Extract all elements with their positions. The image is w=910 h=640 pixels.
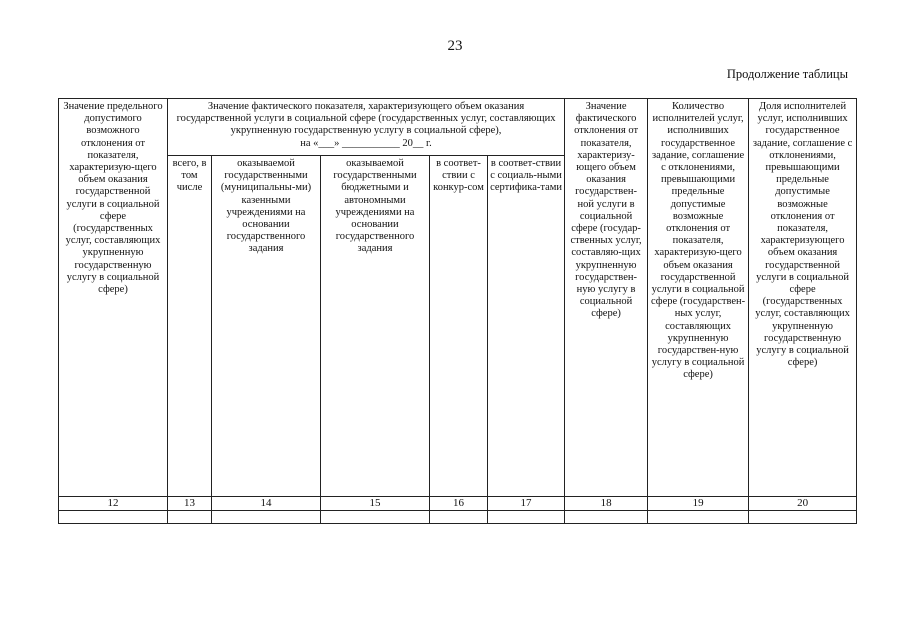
table-cell[interactable] [59, 511, 168, 524]
table-cell[interactable] [749, 511, 857, 524]
header-col-15: оказываемой государственными бюджетными и автономными учреждениями на основании государственного задания [321, 156, 430, 497]
header-col-14: оказываемой государственными (муниципальны-ми) казенными учреждениями на основании государственного задания [212, 156, 321, 497]
report-table [58, 98, 857, 524]
column-number: 18 [565, 497, 648, 511]
column-number-row [59, 497, 857, 511]
page-number: 23 [447, 38, 463, 54]
header-col-12: Значение предельного допустимого возможного отклонения от показателя, характеризую-щего объем оказания государственной услуги в социальной сфере (государственных услуг, составляющих укрупненную государственную услугу в социальной сфере) [59, 99, 168, 497]
header-col-18: Значение фактического отклонения от показателя, характеризу-ющего объем оказания государствен-ной услуги в социальной сфере (государ-ственных услуг, составляю-щих укрупненную государствен-ную услугу в социальной сфере) [565, 99, 648, 497]
column-number: 20 [749, 497, 857, 511]
header-group-title: Значение фактического показателя, характеризующего объем оказания государственной услуги в социальной сфере (государственных услуг, составляющих укрупненную государственную услугу в социальной сфере), [176, 101, 556, 137]
header-col-17: в соответ-ствии с социаль-ными сертифика-тами [488, 156, 565, 497]
column-number: 14 [212, 497, 321, 511]
header-col-20: Доля исполнителей услуг, исполнивших государственное задание, соглашение с отклонениями, превышающими предельные допустимые возможные отклонения от показателя, характеризующего объем оказания государственной услуги в социальной сфере (государственных услуг, составляющих укрупненную государственную услугу в социальной сфере) [749, 99, 857, 497]
table-cell[interactable] [168, 511, 212, 524]
header-group-date: на «___» ___________ 20__ г. [300, 137, 432, 149]
header-group-actual-value [168, 99, 565, 156]
table-cell[interactable] [212, 511, 321, 524]
header-col-16: в соответ-ствии с конкур-сом [430, 156, 488, 497]
table-cell[interactable] [430, 511, 488, 524]
column-number: 12 [59, 497, 168, 511]
table-cell[interactable] [488, 511, 565, 524]
column-number: 15 [321, 497, 430, 511]
table-row [59, 511, 857, 524]
table-cell[interactable] [648, 511, 749, 524]
column-number: 19 [648, 497, 749, 511]
header-col-19: Количество исполнителей услуг, исполнивших государственное задание, соглашение с отклонениями, превышающими предельные допустимые возможные отклонения от показателя, характеризую-щего объем оказания государственной услуги в социальной сфере (государствен-ных услуг, составляющих укрупненную государствен-ную услугу в социальной сфере) [648, 99, 749, 497]
table-cell[interactable] [321, 511, 430, 524]
column-number: 13 [168, 497, 212, 511]
table-cell[interactable] [565, 511, 648, 524]
column-number: 17 [488, 497, 565, 511]
column-number: 16 [430, 497, 488, 511]
table-continuation-label: Продолжение таблицы [726, 67, 848, 81]
header-col-13: всего, в том числе [168, 156, 212, 497]
